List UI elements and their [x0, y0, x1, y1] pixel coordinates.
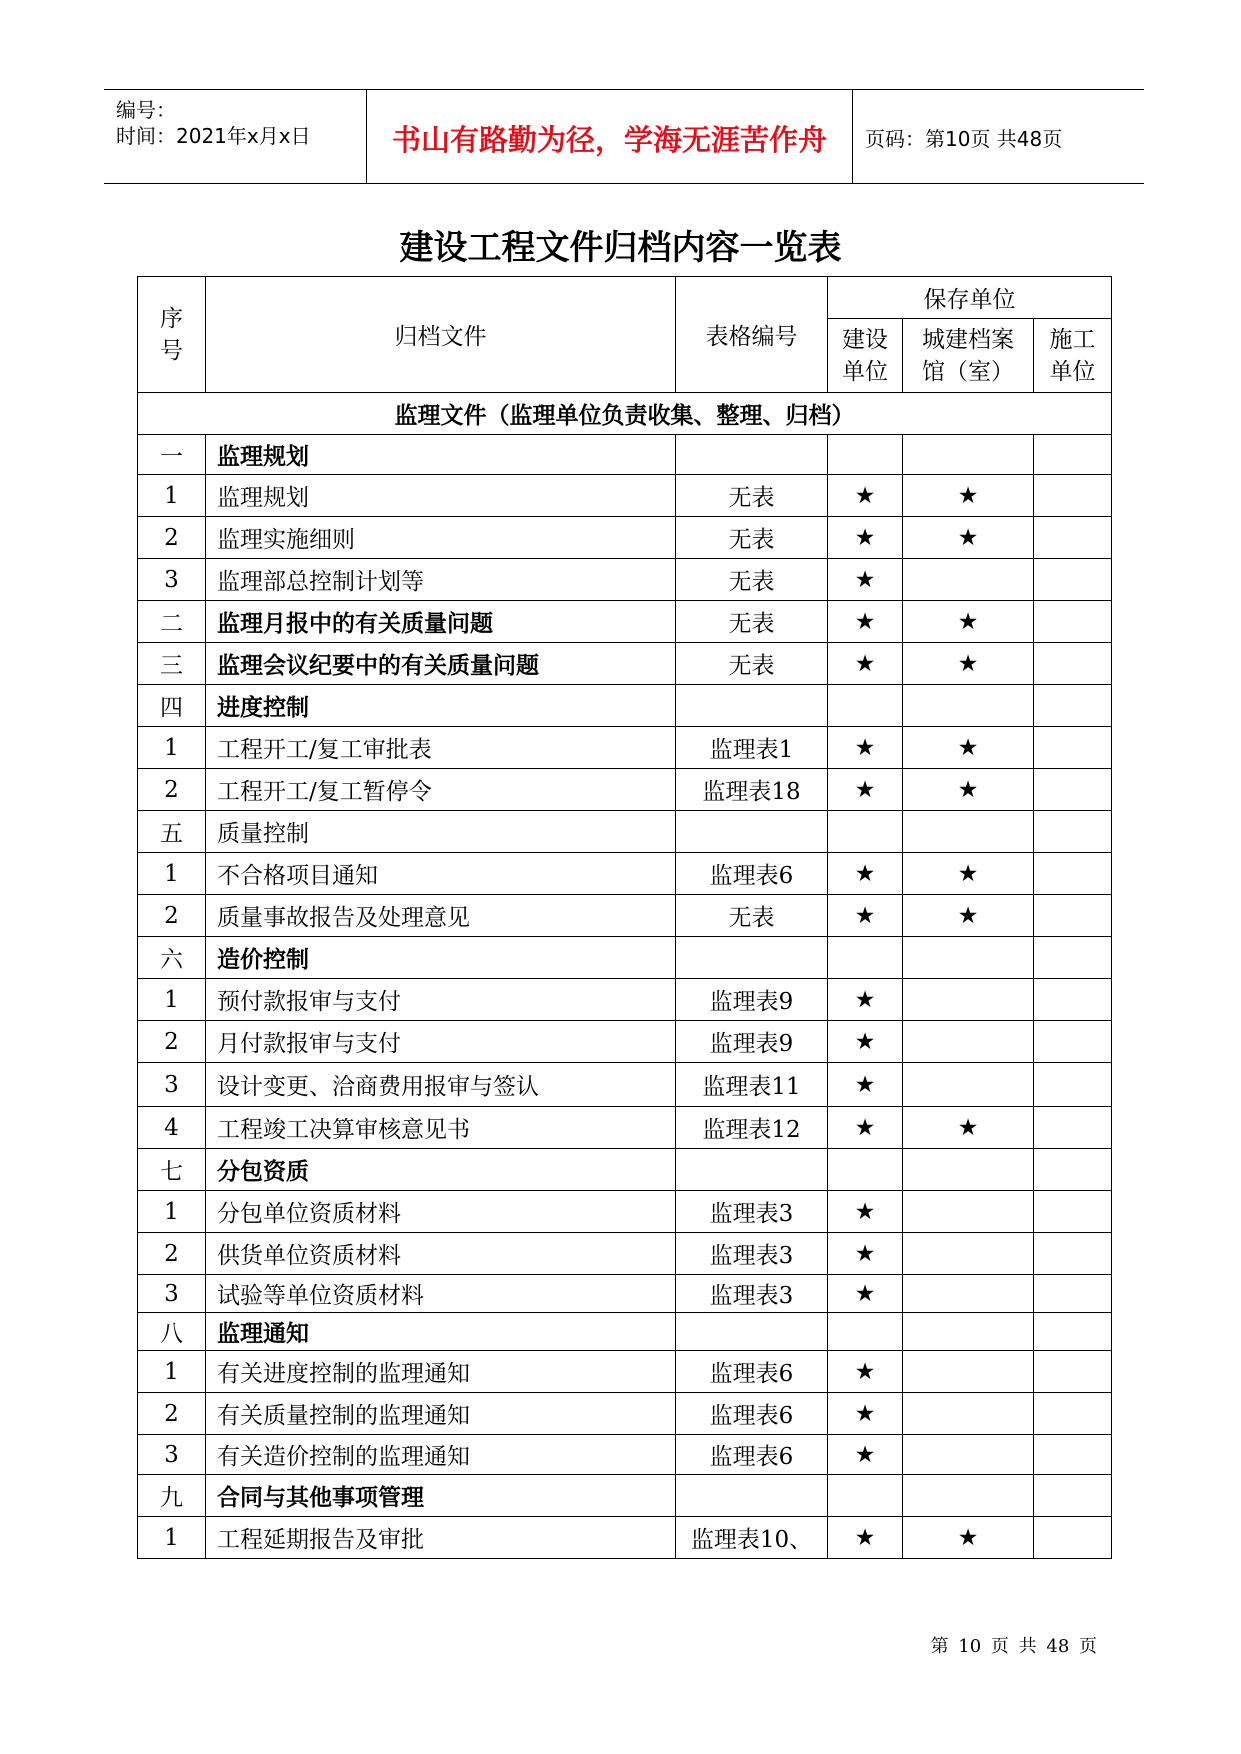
- row-keep-archive: ★: [903, 727, 1034, 769]
- row-seq: 2: [138, 1021, 206, 1063]
- row-seq: 三: [138, 643, 206, 685]
- table-row: [138, 517, 1112, 559]
- page-title: 建设工程文件归档内容一览表: [399, 228, 842, 268]
- doc-number-label: 编号：: [116, 98, 176, 122]
- row-keep-archive: ★: [903, 475, 1034, 517]
- row-keep-archive: [903, 937, 1034, 979]
- row-code: 无表: [676, 559, 828, 601]
- row-code: 监理表18: [676, 769, 828, 811]
- row-keep-construction: ★: [828, 853, 903, 895]
- row-seq: 一: [138, 435, 206, 475]
- row-keep-contractor: [1034, 1393, 1112, 1435]
- row-code: 监理表9: [676, 1021, 828, 1063]
- row-code: 监理表11: [676, 1063, 828, 1107]
- row-keep-contractor: [1034, 937, 1112, 979]
- row-keep-archive: [903, 1435, 1034, 1475]
- row-keep-contractor: [1034, 769, 1112, 811]
- col-b-header: [903, 319, 1034, 393]
- row-keep-archive: ★: [903, 895, 1034, 937]
- row-keep-archive: ★: [903, 769, 1034, 811]
- seq-header: [138, 277, 206, 393]
- row-doc: 预付款报审与支付: [206, 979, 676, 1021]
- row-keep-construction: ★: [828, 979, 903, 1021]
- row-keep-contractor: [1034, 1149, 1112, 1191]
- doc-header: 归档文件: [206, 277, 676, 393]
- col-b-header-label: 城建档案馆（室）: [922, 326, 1014, 385]
- row-doc: 分包资质: [206, 1149, 676, 1191]
- row-keep-construction: [828, 435, 903, 475]
- row-keep-construction: [828, 937, 903, 979]
- row-code: 无表: [676, 895, 828, 937]
- row-keep-contractor: [1034, 559, 1112, 601]
- row-doc: 有关进度控制的监理通知: [206, 1351, 676, 1393]
- row-keep-contractor: [1034, 1313, 1112, 1351]
- row-keep-construction: [828, 1149, 903, 1191]
- row-seq: 1: [138, 727, 206, 769]
- row-keep-archive: [903, 1191, 1034, 1233]
- row-seq: 4: [138, 1107, 206, 1149]
- row-seq: 2: [138, 517, 206, 559]
- row-doc: 质量事故报告及处理意见: [206, 895, 676, 937]
- archive-table-body: [138, 277, 1112, 1559]
- row-keep-archive: ★: [903, 601, 1034, 643]
- row-doc: 工程延期报告及审批: [206, 1517, 676, 1559]
- row-keep-archive: [903, 979, 1034, 1021]
- row-keep-construction: [828, 1313, 903, 1351]
- row-code: [676, 811, 828, 853]
- row-keep-archive: [903, 685, 1034, 727]
- row-seq: 1: [138, 979, 206, 1021]
- row-keep-contractor: [1034, 853, 1112, 895]
- row-doc: 造价控制: [206, 937, 676, 979]
- table-row: [138, 853, 1112, 895]
- row-keep-construction: ★: [828, 1107, 903, 1149]
- table-row: [138, 685, 1112, 727]
- row-keep-contractor: [1034, 1107, 1112, 1149]
- col-c-header: [1034, 319, 1112, 393]
- table-row: [138, 475, 1112, 517]
- row-keep-contractor: [1034, 1233, 1112, 1275]
- table-row: [138, 1475, 1112, 1517]
- page-header: [104, 89, 1144, 184]
- table-row: [138, 1517, 1112, 1559]
- table-row: [138, 1233, 1112, 1275]
- table-row: [138, 435, 1112, 475]
- row-code: [676, 1149, 828, 1191]
- row-doc: 不合格项目通知: [206, 853, 676, 895]
- row-keep-archive: [903, 1233, 1034, 1275]
- row-doc: 供货单位资质材料: [206, 1233, 676, 1275]
- row-code: 监理表10、: [676, 1517, 828, 1559]
- header-meta-cell: [104, 90, 367, 183]
- archive-table: [137, 276, 1112, 1559]
- code-header: 表格编号: [676, 277, 828, 393]
- row-doc: 工程竣工决算审核意见书: [206, 1107, 676, 1149]
- row-seq: 九: [138, 1475, 206, 1517]
- row-code: 监理表6: [676, 1435, 828, 1475]
- row-keep-construction: ★: [828, 517, 903, 559]
- table-row: [138, 559, 1112, 601]
- row-keep-construction: [828, 811, 903, 853]
- row-doc: 监理月报中的有关质量问题: [206, 601, 676, 643]
- row-seq: 四: [138, 685, 206, 727]
- row-keep-contractor: [1034, 895, 1112, 937]
- row-keep-contractor: [1034, 1063, 1112, 1107]
- row-seq: 1: [138, 475, 206, 517]
- row-keep-construction: [828, 1475, 903, 1517]
- row-keep-archive: ★: [903, 1107, 1034, 1149]
- table-row: [138, 1149, 1112, 1191]
- table-row: [138, 937, 1112, 979]
- row-seq: 3: [138, 559, 206, 601]
- row-keep-contractor: [1034, 1435, 1112, 1475]
- row-keep-construction: ★: [828, 1021, 903, 1063]
- doc-time-label: 时间：2021年x月x日: [116, 124, 311, 148]
- row-keep-construction: ★: [828, 1351, 903, 1393]
- row-doc: 监理规划: [206, 475, 676, 517]
- table-row: [138, 1435, 1112, 1475]
- table-row: [138, 811, 1112, 853]
- table-row: [138, 979, 1112, 1021]
- page-footer: 第 10 页 共 48 页: [930, 1636, 1097, 1657]
- row-keep-construction: ★: [828, 643, 903, 685]
- table-row: [138, 1063, 1112, 1107]
- row-code: [676, 1313, 828, 1351]
- row-seq: 2: [138, 1393, 206, 1435]
- row-doc: 质量控制: [206, 811, 676, 853]
- row-keep-construction: ★: [828, 1435, 903, 1475]
- table-row: [138, 1313, 1112, 1351]
- row-keep-contractor: [1034, 643, 1112, 685]
- row-doc: 有关质量控制的监理通知: [206, 1393, 676, 1435]
- table-row: [138, 1191, 1112, 1233]
- table-row: [138, 895, 1112, 937]
- keep-unit-header: 保存单位: [828, 277, 1112, 319]
- row-seq: 六: [138, 937, 206, 979]
- row-keep-construction: ★: [828, 1063, 903, 1107]
- table-row: [138, 769, 1112, 811]
- row-keep-contractor: [1034, 1517, 1112, 1559]
- row-doc: 监理规划: [206, 435, 676, 475]
- row-code: 无表: [676, 475, 828, 517]
- row-keep-archive: [903, 1393, 1034, 1435]
- col-c-header-label: 施工单位: [1049, 326, 1096, 385]
- row-keep-construction: ★: [828, 727, 903, 769]
- row-doc: 月付款报审与支付: [206, 1021, 676, 1063]
- row-keep-construction: ★: [828, 1233, 903, 1275]
- table-row: [138, 643, 1112, 685]
- row-doc: 监理通知: [206, 1313, 676, 1351]
- row-code: [676, 435, 828, 475]
- table-header-row: [138, 277, 1112, 319]
- row-doc: 试验等单位资质材料: [206, 1275, 676, 1313]
- table-row: [138, 1107, 1112, 1149]
- row-keep-archive: [903, 811, 1034, 853]
- row-keep-construction: ★: [828, 769, 903, 811]
- row-keep-construction: ★: [828, 601, 903, 643]
- row-keep-contractor: [1034, 475, 1112, 517]
- row-keep-construction: ★: [828, 1517, 903, 1559]
- row-keep-construction: [828, 685, 903, 727]
- row-code: [676, 685, 828, 727]
- table-row: [138, 1275, 1112, 1313]
- table-row: [138, 727, 1112, 769]
- row-doc: 工程开工/复工暂停令: [206, 769, 676, 811]
- col-a-header-label: 建设单位: [842, 326, 888, 385]
- col-a-header: [828, 319, 903, 393]
- header-motto-cell: [367, 90, 853, 183]
- row-code: 无表: [676, 601, 828, 643]
- row-keep-archive: [903, 1351, 1034, 1393]
- seq-header-label: 序号: [160, 305, 183, 364]
- row-code: 监理表1: [676, 727, 828, 769]
- row-doc: 监理会议纪要中的有关质量问题: [206, 643, 676, 685]
- row-code: 监理表6: [676, 853, 828, 895]
- row-doc: 监理部总控制计划等: [206, 559, 676, 601]
- row-keep-archive: [903, 1313, 1034, 1351]
- header-page-label: 页码：第10页 共48页: [865, 127, 1063, 151]
- row-seq: 1: [138, 1351, 206, 1393]
- header-page-cell: [853, 90, 1144, 183]
- row-keep-contractor: [1034, 601, 1112, 643]
- row-seq: 3: [138, 1063, 206, 1107]
- row-keep-contractor: [1034, 727, 1112, 769]
- motto-text: 书山有路勤为径，学海无涯苦作舟: [391, 123, 827, 157]
- row-doc: 合同与其他事项管理: [206, 1475, 676, 1517]
- row-keep-contractor: [1034, 1475, 1112, 1517]
- row-code: 监理表3: [676, 1275, 828, 1313]
- row-keep-archive: [903, 1063, 1034, 1107]
- row-doc: 设计变更、洽商费用报审与签认: [206, 1063, 676, 1107]
- row-keep-construction: ★: [828, 1191, 903, 1233]
- table-row: [138, 1351, 1112, 1393]
- row-code: 监理表6: [676, 1393, 828, 1435]
- row-doc: 有关造价控制的监理通知: [206, 1435, 676, 1475]
- row-keep-archive: ★: [903, 643, 1034, 685]
- row-seq: 3: [138, 1275, 206, 1313]
- row-keep-contractor: [1034, 1021, 1112, 1063]
- table-row: [138, 601, 1112, 643]
- row-seq: 1: [138, 1191, 206, 1233]
- row-keep-contractor: [1034, 811, 1112, 853]
- row-keep-construction: ★: [828, 559, 903, 601]
- row-keep-archive: [903, 1021, 1034, 1063]
- row-keep-archive: ★: [903, 517, 1034, 559]
- row-keep-archive: [903, 1275, 1034, 1313]
- row-doc: 进度控制: [206, 685, 676, 727]
- row-code: [676, 1475, 828, 1517]
- row-keep-archive: ★: [903, 1517, 1034, 1559]
- row-keep-construction: ★: [828, 895, 903, 937]
- row-doc: 监理实施细则: [206, 517, 676, 559]
- row-seq: 七: [138, 1149, 206, 1191]
- row-seq: 2: [138, 769, 206, 811]
- row-doc: 分包单位资质材料: [206, 1191, 676, 1233]
- row-keep-archive: [903, 559, 1034, 601]
- row-keep-archive: ★: [903, 853, 1034, 895]
- row-code: [676, 937, 828, 979]
- section-band: 监理文件（监理单位负责收集、整理、归档）: [138, 393, 1112, 435]
- row-code: 监理表6: [676, 1351, 828, 1393]
- row-code: 监理表12: [676, 1107, 828, 1149]
- row-seq: 1: [138, 1517, 206, 1559]
- row-keep-construction: ★: [828, 475, 903, 517]
- row-code: 无表: [676, 517, 828, 559]
- row-keep-archive: [903, 435, 1034, 475]
- row-code: 监理表9: [676, 979, 828, 1021]
- row-keep-contractor: [1034, 685, 1112, 727]
- row-keep-archive: [903, 1149, 1034, 1191]
- row-code: 监理表3: [676, 1233, 828, 1275]
- row-keep-construction: ★: [828, 1393, 903, 1435]
- row-seq: 二: [138, 601, 206, 643]
- table-row: [138, 1393, 1112, 1435]
- row-seq: 1: [138, 853, 206, 895]
- row-seq: 五: [138, 811, 206, 853]
- row-seq: 3: [138, 1435, 206, 1475]
- row-seq: 2: [138, 1233, 206, 1275]
- section-band-row: [138, 393, 1112, 435]
- row-keep-archive: [903, 1475, 1034, 1517]
- row-keep-contractor: [1034, 1351, 1112, 1393]
- row-keep-contractor: [1034, 517, 1112, 559]
- row-doc: 工程开工/复工审批表: [206, 727, 676, 769]
- row-keep-contractor: [1034, 1275, 1112, 1313]
- row-code: 无表: [676, 643, 828, 685]
- row-code: 监理表3: [676, 1191, 828, 1233]
- row-keep-contractor: [1034, 1191, 1112, 1233]
- table-row: [138, 1021, 1112, 1063]
- row-keep-construction: ★: [828, 1275, 903, 1313]
- row-keep-contractor: [1034, 435, 1112, 475]
- row-seq: 2: [138, 895, 206, 937]
- row-keep-contractor: [1034, 979, 1112, 1021]
- row-seq: 八: [138, 1313, 206, 1351]
